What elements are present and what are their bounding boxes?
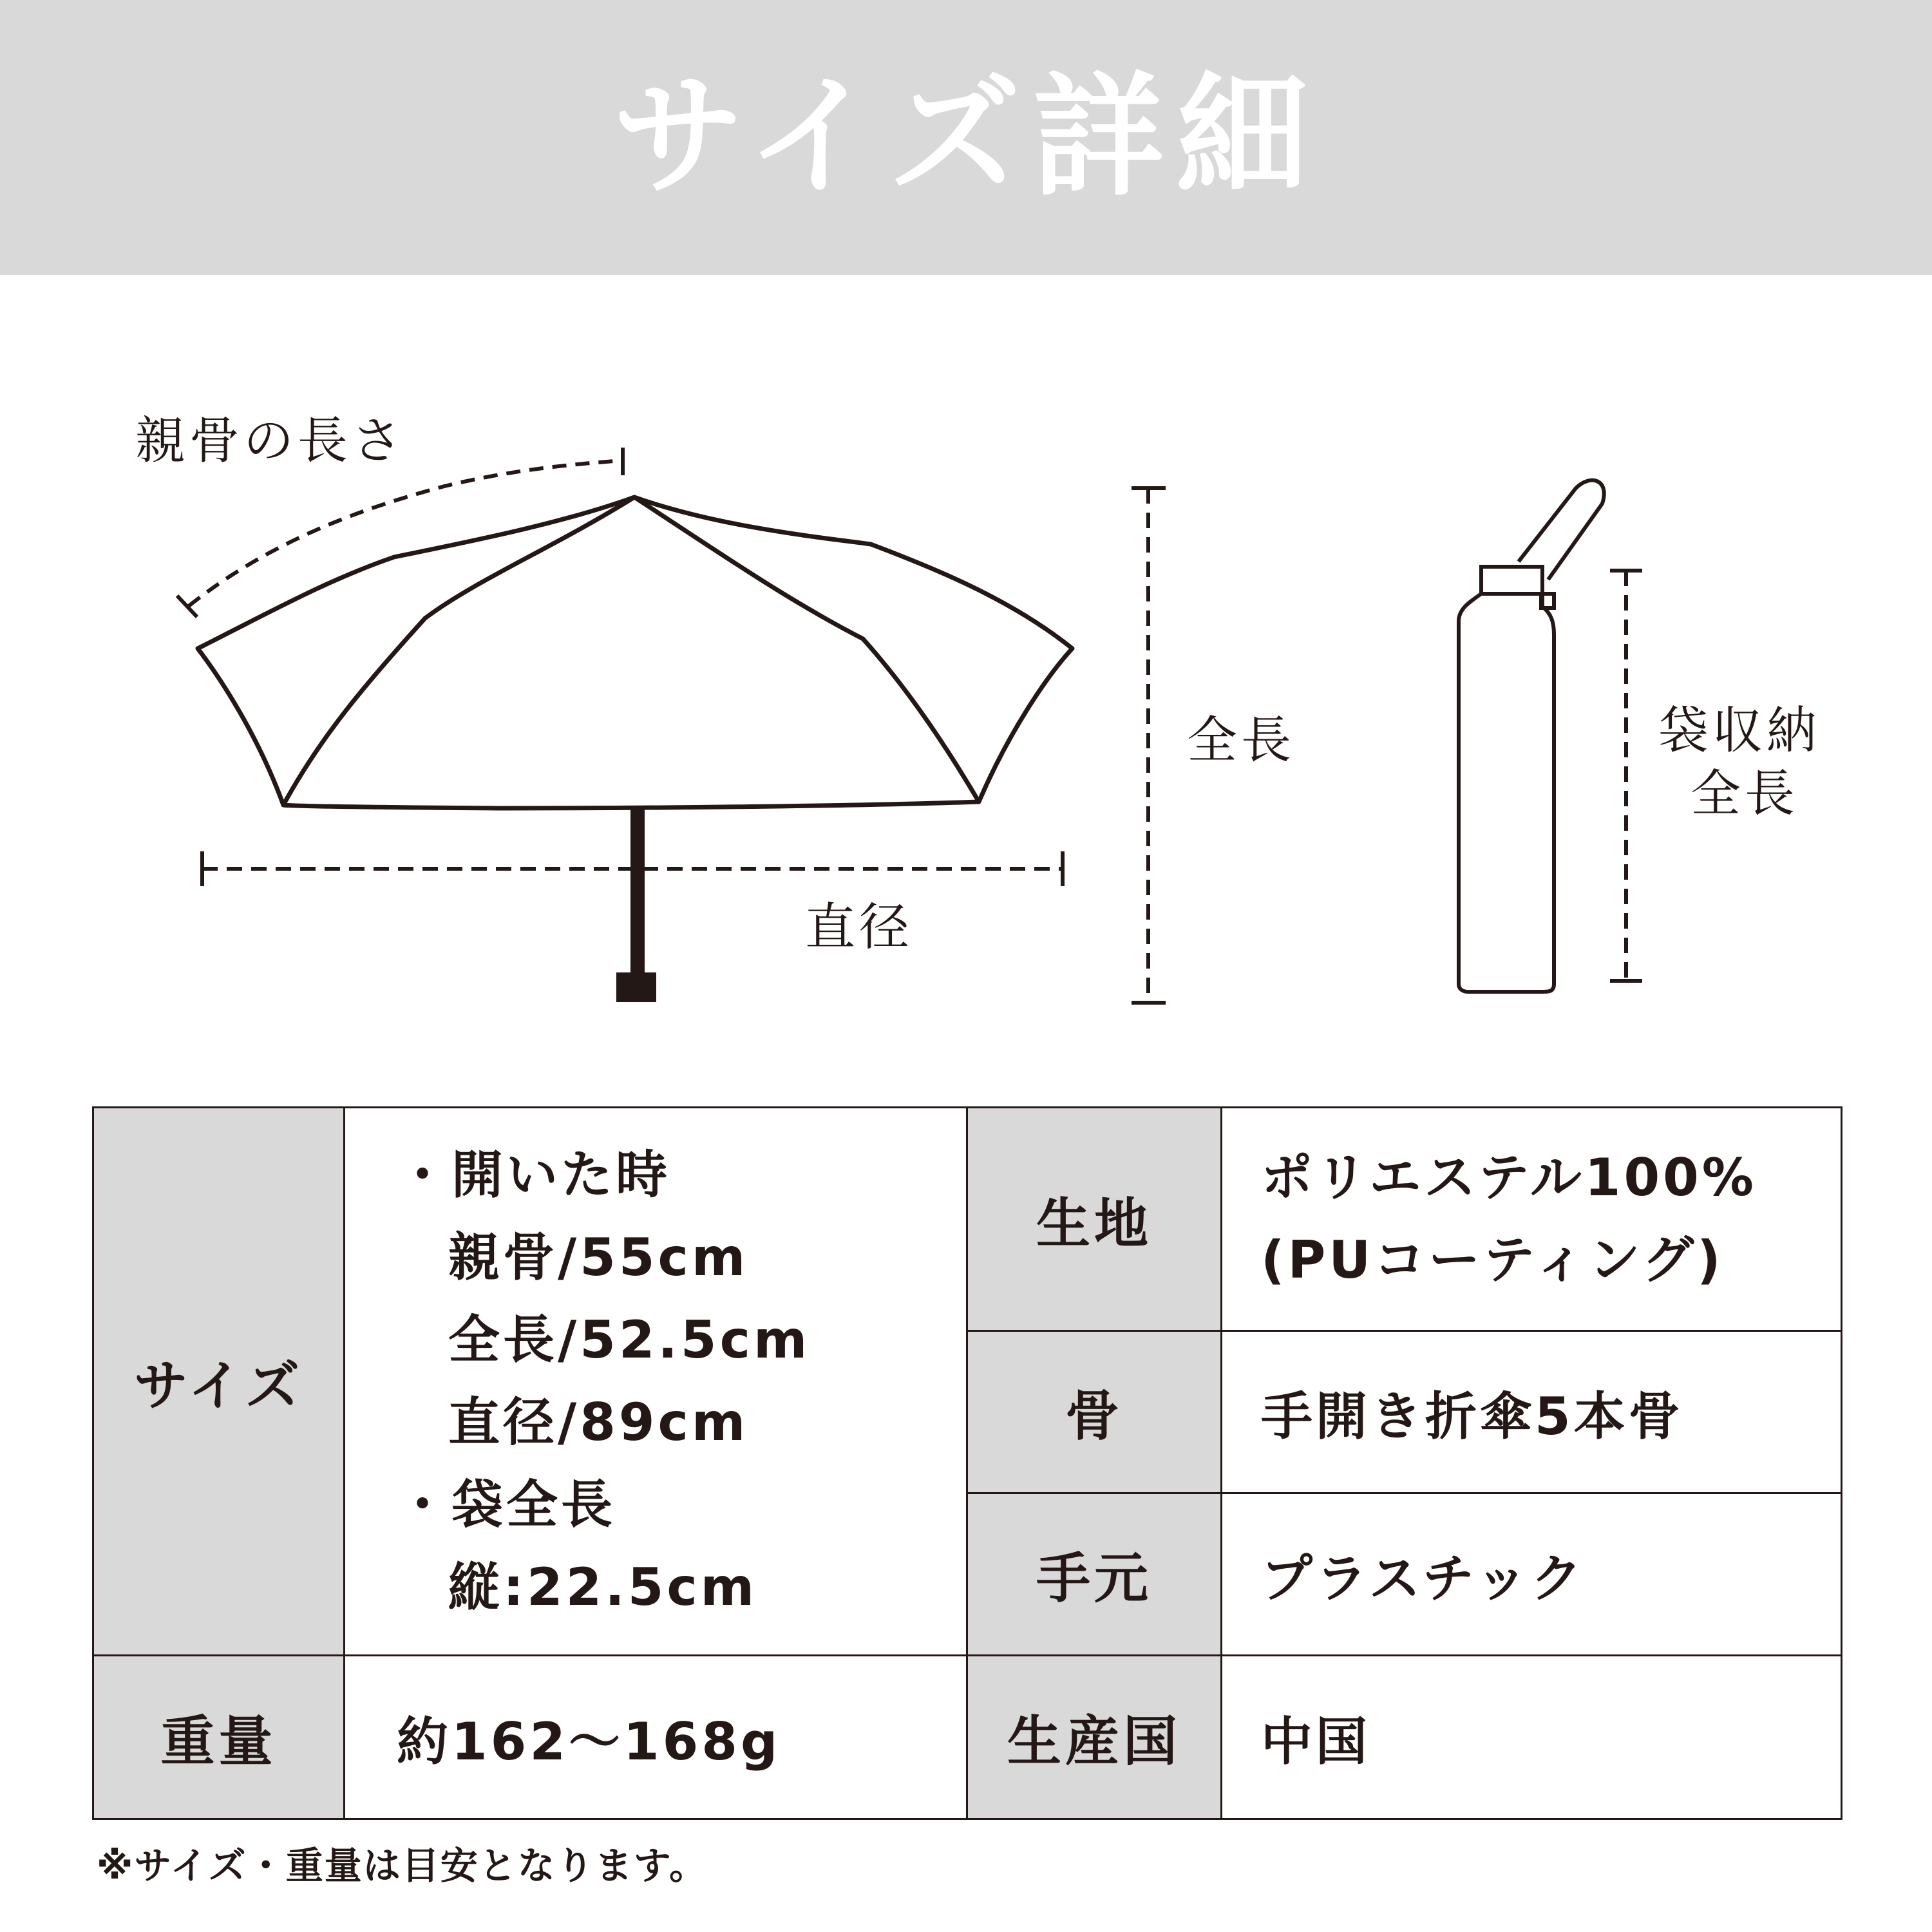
size-line: 全長/52.5cm <box>448 1310 811 1370</box>
handle-value: プラスチック <box>1222 1493 1842 1656</box>
fabric-value-line2: (PUコーティング) <box>1261 1230 1724 1290</box>
umbrella-handle <box>616 972 656 1002</box>
total-length-label: 全長 <box>1187 712 1296 770</box>
bag-cap <box>1481 567 1542 594</box>
size-line: 縦:22.5cm <box>448 1557 758 1617</box>
bag-body <box>1459 594 1554 992</box>
origin-header: 生産国 <box>967 1656 1222 1819</box>
bag-length-label-line1: 袋収納 <box>1658 702 1821 760</box>
size-line: 親骨/55cm <box>448 1227 749 1287</box>
size-header: サイズ <box>93 1108 345 1656</box>
umbrella-illustration <box>0 275 1932 1095</box>
canopy-outline <box>198 497 1072 808</box>
frame-value: 手開き折傘5本骨 <box>1222 1331 1842 1493</box>
bag-strap <box>1519 480 1604 580</box>
size-line: ・開いた時 <box>397 1145 670 1205</box>
umbrella-shaft <box>630 810 645 977</box>
size-line: ・袋全長 <box>397 1475 616 1535</box>
handle-header: 手元 <box>967 1493 1222 1656</box>
size-line: 直径/89cm <box>448 1392 749 1452</box>
fabric-header: 生地 <box>967 1108 1222 1331</box>
origin-value: 中国 <box>1222 1656 1842 1819</box>
header-banner <box>0 0 1932 275</box>
fabric-value <box>1222 1108 1842 1331</box>
weight-value: 約162〜168g <box>345 1656 967 1819</box>
diameter-label: 直径 <box>805 898 914 956</box>
size-value <box>345 1108 967 1656</box>
page-title: サイズ詳細 <box>612 61 1320 214</box>
fabric-value-line1: ポリエステル100% <box>1261 1148 1757 1208</box>
rib-length-dimension <box>189 460 623 606</box>
spec-table <box>92 1106 1842 1820</box>
footnote: ※サイズ・重量は目安となります。 <box>97 1844 708 1888</box>
umbrella-diagram <box>0 275 1932 1095</box>
weight-header: 重量 <box>93 1656 345 1819</box>
bag-length-label-line2: 全長 <box>1690 765 1799 823</box>
rib-length-label: 親骨の長さ <box>135 412 406 470</box>
frame-header: 骨 <box>967 1331 1222 1493</box>
canopy-rib-right <box>634 497 979 802</box>
